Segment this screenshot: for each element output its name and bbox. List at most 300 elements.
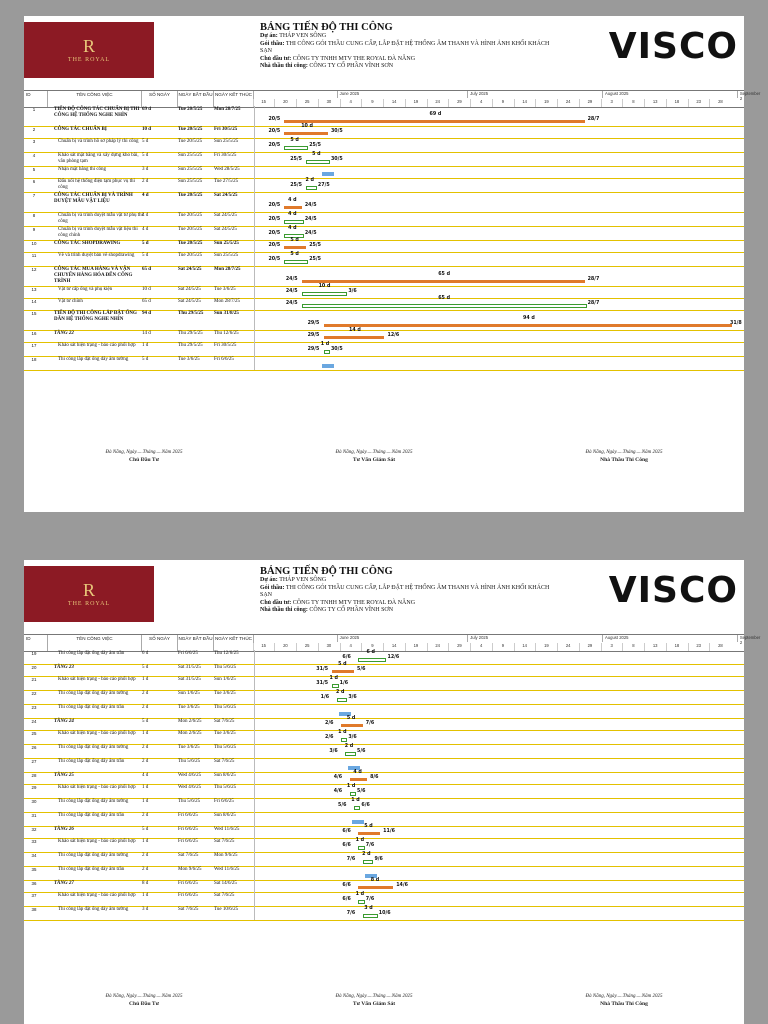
task-duration: 5 d [142, 241, 149, 246]
bar-duration-label: 1 d [351, 798, 360, 803]
task-row[interactable] [24, 906, 744, 921]
task-end: Mon 9/6/25 [214, 853, 238, 858]
sheet-title: BẢNG TIẾN ĐỘ THI CÔNG [260, 22, 393, 33]
task-bar[interactable] [358, 900, 364, 904]
task-id: 15 [31, 311, 37, 316]
col-id-header: ID [24, 635, 48, 651]
task-bar[interactable] [350, 792, 356, 796]
bar-duration-label: 10 d [301, 124, 313, 129]
bar-duration-label: 14 d [349, 328, 361, 333]
task-bar[interactable] [345, 752, 356, 756]
timeline-tick: 29 [579, 99, 600, 107]
col-name-header: TÊN CÔNG VIỆC [48, 635, 142, 651]
bar-start-label: 31/5 [316, 667, 329, 672]
task-row[interactable] [24, 252, 744, 267]
task-id: 18 [31, 357, 37, 362]
task-name: Thi công lắp đặt ống dây âm tường [58, 907, 129, 912]
bar-duration-label: 2 d [362, 852, 371, 857]
task-start: Thu 5/6/25 [178, 759, 201, 764]
task-end: Fri 6/6/25 [214, 799, 234, 804]
task-end: Sun 1/6/25 [214, 677, 236, 682]
summary-bar[interactable] [341, 724, 363, 727]
task-end: Sun 8/6/25 [214, 813, 236, 818]
task-id: 3 [32, 139, 36, 144]
task-name: Vật tư cấp ống và phụ kiện [58, 287, 113, 292]
project-line: Dự án: THÁP VEN SÔNG [260, 577, 327, 583]
bar-start-label: 31/5 [316, 681, 329, 686]
the-royal-logo [24, 22, 154, 78]
timeline-tick: 24 [427, 643, 448, 651]
timeline-tick: 28 [709, 643, 730, 651]
timeline-tick: 3 [601, 643, 622, 651]
timeline-tick: 29 [579, 643, 600, 651]
task-bar[interactable] [284, 220, 303, 224]
task-row[interactable] [24, 212, 744, 227]
task-start: Sat 31/5/25 [178, 677, 201, 682]
task-bar[interactable] [284, 260, 308, 264]
task-row[interactable] [24, 356, 744, 371]
task-duration: 5 d [142, 827, 149, 832]
task-bar[interactable] [337, 698, 348, 702]
bar-start-label: 1/6 [320, 695, 330, 700]
task-end: Fri 6/6/25 [214, 357, 234, 362]
timeline-month: September 2 [737, 635, 744, 642]
task-row[interactable] [24, 852, 744, 867]
task-id: 2 [32, 127, 36, 132]
task-name: Khảo sát hiện trạng - báo cáo phối hợp [58, 893, 136, 898]
task-duration: 4 d [142, 213, 149, 218]
task-duration: 5 d [142, 153, 149, 158]
bar-end-label: 28/7 [587, 117, 600, 122]
contractor-line: Nhà thầu thi công: CÔNG TY CỔ PHẦN VĨNH SƠN [260, 63, 394, 69]
task-row[interactable] [24, 676, 744, 691]
timeline-tick: 8 [622, 643, 643, 651]
task-id: 6 [32, 179, 36, 184]
task-duration: 1 d [142, 343, 149, 348]
task-end: Sat 7/6/25 [214, 719, 235, 724]
timeline-tick: 24 [427, 99, 448, 107]
bar-end-label: 31/8 [730, 321, 742, 326]
task-id: 14 [31, 299, 37, 304]
task-id: 17 [31, 343, 37, 348]
sheet-header [260, 566, 560, 615]
task-id: 10 [31, 241, 37, 246]
timeline-tick: 9 [492, 99, 513, 107]
summary-bar[interactable] [358, 886, 393, 889]
task-end: Thu 5/6/25 [214, 705, 237, 710]
task-name: Khảo sát mặt bằng và xây dựng kho bãi, văn phòng tạm [58, 153, 139, 164]
task-start: Sun 25/5/25 [178, 167, 203, 172]
task-bar[interactable] [341, 738, 347, 742]
schedule-sheet-1 [24, 16, 761, 512]
task-row[interactable] [24, 650, 744, 665]
task-end: Sun 25/5/25 [214, 253, 239, 258]
task-bar[interactable] [358, 658, 386, 662]
timeline-tick: 24 [557, 643, 578, 651]
task-name: CÔNG TÁC CHUẨN BỊ [54, 127, 107, 132]
task-end: Tue 10/6/25 [214, 907, 239, 912]
task-id: 25 [31, 731, 37, 736]
task-duration: 3 d [142, 907, 149, 912]
task-name: Khảo sát hiện trạng - báo cáo phối hợp [58, 839, 136, 844]
investor-line: Chủ đầu tư: CÔNG TY TNHH MTV THE ROYAL ĐÀ NẴNG [260, 55, 416, 62]
task-end: Tue 3/6/25 [214, 691, 236, 696]
task-name: Thi công lắp đặt ống dây âm trần [58, 651, 125, 656]
task-name: Thi công lắp đặt ống dây âm trần [58, 759, 125, 764]
bar-start-label: 6/6 [342, 655, 351, 660]
task-bar[interactable] [363, 914, 378, 918]
bar-duration-label: 3 d [364, 906, 373, 911]
task-start: Tue 20/5/25 [178, 213, 203, 218]
bar-end-label: 3/6 [348, 289, 357, 294]
bar-start-label: 5/6 [338, 803, 347, 808]
bar-end-label: 7/6 [365, 897, 375, 902]
summary-bar[interactable] [302, 280, 585, 283]
task-start: Fri 6/6/25 [178, 813, 198, 818]
task-start: Mon 2/6/25 [178, 719, 202, 724]
task-end: Sat 7/6/25 [214, 893, 235, 898]
task-end: Wed 11/6/25 [214, 867, 240, 872]
summary-bar[interactable] [284, 132, 328, 135]
task-name: Thi công lắp đặt ống dây âm trần [58, 705, 125, 710]
task-id: 28 [31, 773, 37, 778]
timeline-tick: 28 [709, 99, 730, 107]
task-id: 23 [31, 705, 37, 710]
task-bar[interactable] [302, 304, 587, 308]
task-id: 32 [31, 827, 37, 832]
bar-end-label: 28/7 [587, 301, 600, 306]
task-row[interactable] [24, 892, 744, 907]
task-start: Tue 3/6/25 [178, 745, 200, 750]
timeline-tick: 19 [535, 643, 556, 651]
task-start: Tue 20/5/25 [178, 127, 203, 132]
task-start: Thu 29/5/25 [178, 311, 204, 316]
timeline-tick: 29 [448, 99, 469, 107]
task-row[interactable] [24, 704, 744, 719]
task-end: Mon 28/7/25 [214, 299, 240, 304]
timeline-tick: 15 [253, 99, 274, 107]
task-name: Thi công lắp đặt ống dây âm tường [58, 691, 129, 696]
task-start: Sat 31/5/25 [178, 665, 201, 670]
task-name: Khảo sát hiện trạng - báo cáo phối hợp [58, 785, 136, 790]
timeline-tick: 23 [688, 643, 709, 651]
task-row[interactable] [24, 744, 744, 759]
bar-end-label: 11/6 [383, 829, 395, 834]
task-end: Wed 11/6/25 [214, 827, 240, 832]
timeline-tick: 30 [318, 643, 339, 651]
task-end: Sun 8/6/25 [214, 773, 236, 778]
task-id: 9 [32, 227, 36, 232]
timeline-tick: 25 [296, 643, 317, 651]
bar-end-label: 28/7 [587, 277, 600, 282]
task-end: Thu 5/6/25 [214, 785, 237, 790]
bar-start-label: 3/6 [329, 749, 338, 754]
task-bar[interactable] [306, 160, 330, 164]
task-start: Sat 24/5/25 [178, 267, 202, 272]
summary-bar[interactable] [284, 120, 584, 123]
task-end: Sun 25/5/25 [214, 241, 239, 246]
bar-start-label: 2/6 [325, 735, 334, 740]
bar-start-label: 20/5 [268, 243, 281, 248]
the-royal-logo [24, 566, 154, 622]
bar-end-label: 25/5 [309, 243, 321, 248]
task-end: Mon 28/7/25 [214, 267, 241, 272]
pending-bar[interactable] [322, 172, 334, 176]
task-start: Sat 7/6/25 [178, 853, 199, 858]
summary-bar[interactable] [350, 778, 367, 781]
task-start: Sat 24/5/25 [178, 299, 201, 304]
task-end: Thu 12/6/25 [214, 331, 239, 336]
package-line: Gói thầu: THI CÔNG GÓI THẦU CUNG CẤP, LẮP ĐẶT HỆ THỐNG ÂM THANH VÀ HÌNH ẢNH KHỐI KHÁCH SẠN [260, 584, 550, 598]
bar-duration-label: 6 d [366, 650, 375, 655]
bar-duration-label: 8 d [370, 878, 380, 883]
timeline-divider [254, 106, 255, 370]
bar-duration-label: 5 d [364, 824, 373, 829]
task-duration: 65 d [142, 267, 152, 272]
bar-start-label: 20/5 [268, 117, 281, 122]
timeline-tick: 15 [253, 643, 274, 651]
investor-signature: Đà Nẵng, Ngày.....Tháng.....Năm 2025 Chủ Đầu Tư [105, 994, 183, 1007]
task-row[interactable] [24, 730, 744, 745]
task-name: Thi công lắp đặt ống dây âm trần [58, 813, 125, 818]
task-duration: 2 d [142, 705, 149, 710]
bar-end-label: 10/6 [378, 911, 391, 916]
task-id: 38 [31, 907, 37, 912]
bar-end-label: 7/6 [365, 721, 375, 726]
timeline-tick: 9 [492, 643, 513, 651]
summary-bar[interactable] [324, 324, 733, 327]
task-id: 33 [31, 839, 37, 844]
task-row[interactable] [24, 784, 744, 799]
task-row[interactable] [24, 798, 744, 813]
task-row[interactable] [24, 266, 744, 287]
timeline-tick: 14 [383, 643, 404, 651]
task-name: CÔNG TÁC CHUẨN BỊ VÀ TRÌNH DUYỆT MẪU VẬT LIỆU [54, 193, 133, 204]
task-start: Tue 20/5/25 [178, 193, 203, 198]
task-bar[interactable] [354, 806, 360, 810]
bar-start-label: 29/5 [307, 347, 320, 352]
timeline-tick: 24 [557, 99, 578, 107]
bar-start-label: 20/5 [268, 217, 281, 222]
sheet-title: BẢNG TIẾN ĐỘ THI CÔNG [260, 566, 393, 577]
task-duration: 3 d [142, 167, 149, 172]
task-duration: 1 d [142, 799, 149, 804]
investor-signature: Đà Nẵng, Ngày.....Tháng.....Năm 2025 Chủ Đầu Tư [105, 450, 183, 463]
task-start: Thu 29/5/25 [178, 331, 203, 336]
contractor-line: Nhà thầu thi công: CÔNG TY CỔ PHẦN VĨNH SƠN [260, 607, 394, 613]
task-duration: 1 d [142, 731, 149, 736]
task-bar[interactable] [306, 186, 317, 190]
task-name: Thi công lắp đặt ống dây âm tường [58, 745, 129, 750]
task-name: Đấu nối hệ thống điện tạm phục vụ thi công [58, 179, 135, 190]
pending-bar[interactable] [352, 820, 364, 824]
logo-letter: R [82, 36, 95, 56]
project-line: Dự án: THÁP VEN SÔNG [260, 33, 327, 39]
task-id: 29 [31, 785, 37, 790]
task-start: Sat 24/5/25 [178, 287, 201, 292]
task-name: Thi công lắp đặt ống dây âm trần [58, 867, 125, 872]
task-start: Fri 6/6/25 [178, 893, 198, 898]
task-end: Mon 28/7/25 [214, 107, 241, 112]
col-id-header: ID [24, 91, 48, 107]
col-duration-header: SỐ NGÀY [142, 635, 178, 651]
task-duration: 4 d [142, 773, 149, 778]
task-start: Tue 20/5/25 [178, 253, 203, 258]
timeline-month: September 2 [737, 91, 744, 98]
task-end: Sat 24/5/25 [214, 193, 238, 198]
logo-letter: R [82, 580, 95, 600]
task-name: Thi công lắp đặt ống dây âm tường [58, 799, 129, 804]
task-end: Tue 3/6/25 [214, 731, 236, 736]
task-name: Thi công lắp đặt ống dây âm tường [58, 853, 129, 858]
bar-duration-label: 4 d [288, 198, 297, 203]
timeline-tick: 9 [361, 99, 382, 107]
task-name: TIẾN ĐỘ CÔNG TÁC CHUẨN BỊ THI CÔNG HỆ THỐNG NGHE NHÌN [54, 107, 140, 118]
bar-duration-label: 94 d [523, 316, 535, 321]
bar-duration-label: 10 d [318, 284, 331, 289]
visco-logo: VISCO [608, 570, 738, 611]
task-name: TẦNG 23 [54, 665, 74, 670]
task-name: Khảo sát hiện trạng - báo cáo phối hợp [58, 343, 136, 348]
task-name: TẦNG 26 [54, 827, 74, 832]
task-duration: 10 d [142, 127, 152, 132]
pending-bar[interactable] [322, 364, 334, 368]
task-id: 8 [32, 213, 36, 218]
task-name: TẦNG 22 [54, 331, 74, 336]
task-end: Thu 5/6/25 [214, 665, 237, 670]
bar-duration-label: 5 d [290, 252, 299, 257]
bar-duration-label: 1 d [329, 676, 338, 681]
task-bar[interactable] [358, 846, 364, 850]
timeline-month: August 2025 [602, 635, 732, 642]
task-id: 11 [31, 253, 37, 258]
task-id: 4 [32, 153, 36, 158]
task-id: 5 [32, 167, 36, 172]
bar-start-label: 25/5 [290, 183, 302, 188]
task-duration: 5 d [142, 139, 149, 144]
bar-start-label: 4/6 [333, 775, 343, 780]
logo-text: THE ROYAL [67, 601, 111, 607]
task-row[interactable] [24, 106, 744, 127]
task-start: Wed 4/6/25 [178, 773, 202, 778]
bar-duration-label: 5 d [290, 138, 299, 143]
task-end: Sun 31/8/25 [214, 311, 239, 316]
bar-start-label: 29/5 [307, 321, 320, 326]
task-id: 19 [31, 651, 37, 656]
summary-bar[interactable] [358, 832, 380, 835]
task-name: TẦNG 27 [54, 881, 74, 886]
summary-bar[interactable] [324, 336, 385, 339]
task-row[interactable] [24, 838, 744, 853]
task-id: 26 [31, 745, 37, 750]
task-duration: 65 d [142, 299, 151, 304]
timeline-tick: 19 [405, 643, 426, 651]
task-duration: 2 d [142, 867, 149, 872]
task-name: TIẾN ĐỘ THI CÔNG LẮP ĐẶT ỐNG DẪN HỆ THỐNG NGHE NHÌN [54, 311, 137, 322]
task-id: 1 [32, 107, 36, 112]
task-duration: 2 d [142, 691, 149, 696]
task-duration: 2 d [142, 179, 149, 184]
bar-duration-label: 2 d [305, 178, 314, 183]
task-row[interactable] [24, 342, 744, 357]
timeline-tick: 13 [644, 99, 665, 107]
task-start: Tue 3/6/25 [178, 357, 200, 362]
bar-duration-label: 1 d [320, 342, 330, 347]
summary-bar[interactable] [332, 670, 354, 673]
task-end: Sat 24/5/25 [214, 213, 237, 218]
bar-start-label: 24/5 [285, 289, 298, 294]
bar-end-label: 5/6 [357, 667, 366, 672]
task-start: Thu 5/6/25 [178, 799, 201, 804]
summary-bar[interactable] [284, 246, 306, 249]
task-row[interactable] [24, 758, 744, 773]
timeline-month: June 2025 [337, 91, 467, 98]
timeline-tick: 13 [644, 643, 665, 651]
bar-end-label: 1/6 [339, 681, 349, 686]
summary-bar[interactable] [284, 206, 301, 209]
task-bar[interactable] [324, 350, 330, 354]
task-bar[interactable] [302, 292, 348, 296]
task-duration: 2 d [142, 853, 149, 858]
task-end: Sun 25/5/25 [214, 139, 239, 144]
task-start: Wed 4/6/25 [178, 785, 202, 790]
task-start: Sun 25/5/25 [178, 179, 203, 184]
task-end: Thu 12/6/25 [214, 651, 239, 656]
logo-text: THE ROYAL [67, 57, 111, 63]
timeline-tick: 20 [274, 643, 295, 651]
task-row[interactable] [24, 690, 744, 705]
bar-end-label: 24/5 [304, 231, 317, 236]
timeline-month: July 2025 [467, 635, 597, 642]
task-row[interactable] [24, 812, 744, 827]
bar-start-label: 6/6 [342, 897, 351, 902]
task-id: 21 [31, 677, 37, 682]
task-start: Tue 20/5/25 [178, 107, 203, 112]
task-bar[interactable] [332, 684, 338, 688]
task-start: Sun 25/5/25 [178, 153, 203, 158]
task-bar[interactable] [363, 860, 374, 864]
bar-start-label: 20/5 [268, 257, 281, 262]
task-end: Fri 30/5/25 [214, 153, 237, 158]
task-row[interactable] [24, 178, 744, 193]
col-start-header: NGÀY BẮT ĐẦU [178, 635, 214, 651]
timeline-tick: 20 [274, 99, 295, 107]
task-end: Sat 7/6/25 [214, 839, 235, 844]
task-row[interactable] [24, 192, 744, 213]
task-row[interactable] [24, 152, 744, 167]
bar-start-label: 29/5 [307, 333, 320, 338]
task-name: Chuẩn bị và trình hồ sơ pháp lý thi công [58, 139, 139, 144]
task-row[interactable] [24, 866, 744, 881]
task-row[interactable] [24, 226, 744, 241]
timeline-month: July 2025 [467, 91, 597, 98]
bar-start-label: 25/5 [290, 157, 302, 162]
task-id: 20 [31, 665, 37, 670]
task-row[interactable] [24, 310, 744, 331]
bar-end-label: 30/5 [330, 347, 343, 352]
task-row[interactable] [24, 138, 744, 153]
bar-start-label: 20/5 [268, 203, 281, 208]
bar-duration-label: 4 d [288, 212, 297, 217]
bar-end-label: 12/6 [387, 655, 400, 660]
col-end-header: NGÀY KẾT THÚC [214, 635, 254, 651]
task-start: Tue 20/5/25 [178, 139, 203, 144]
task-start: Sat 7/6/25 [178, 907, 199, 912]
investor-line: Chủ đầu tư: CÔNG TY TNHH MTV THE ROYAL ĐÀ NẴNG [260, 599, 416, 606]
task-end: Thu 5/6/25 [214, 745, 237, 750]
task-duration: 5 d [142, 357, 149, 362]
task-bar[interactable] [284, 146, 308, 150]
